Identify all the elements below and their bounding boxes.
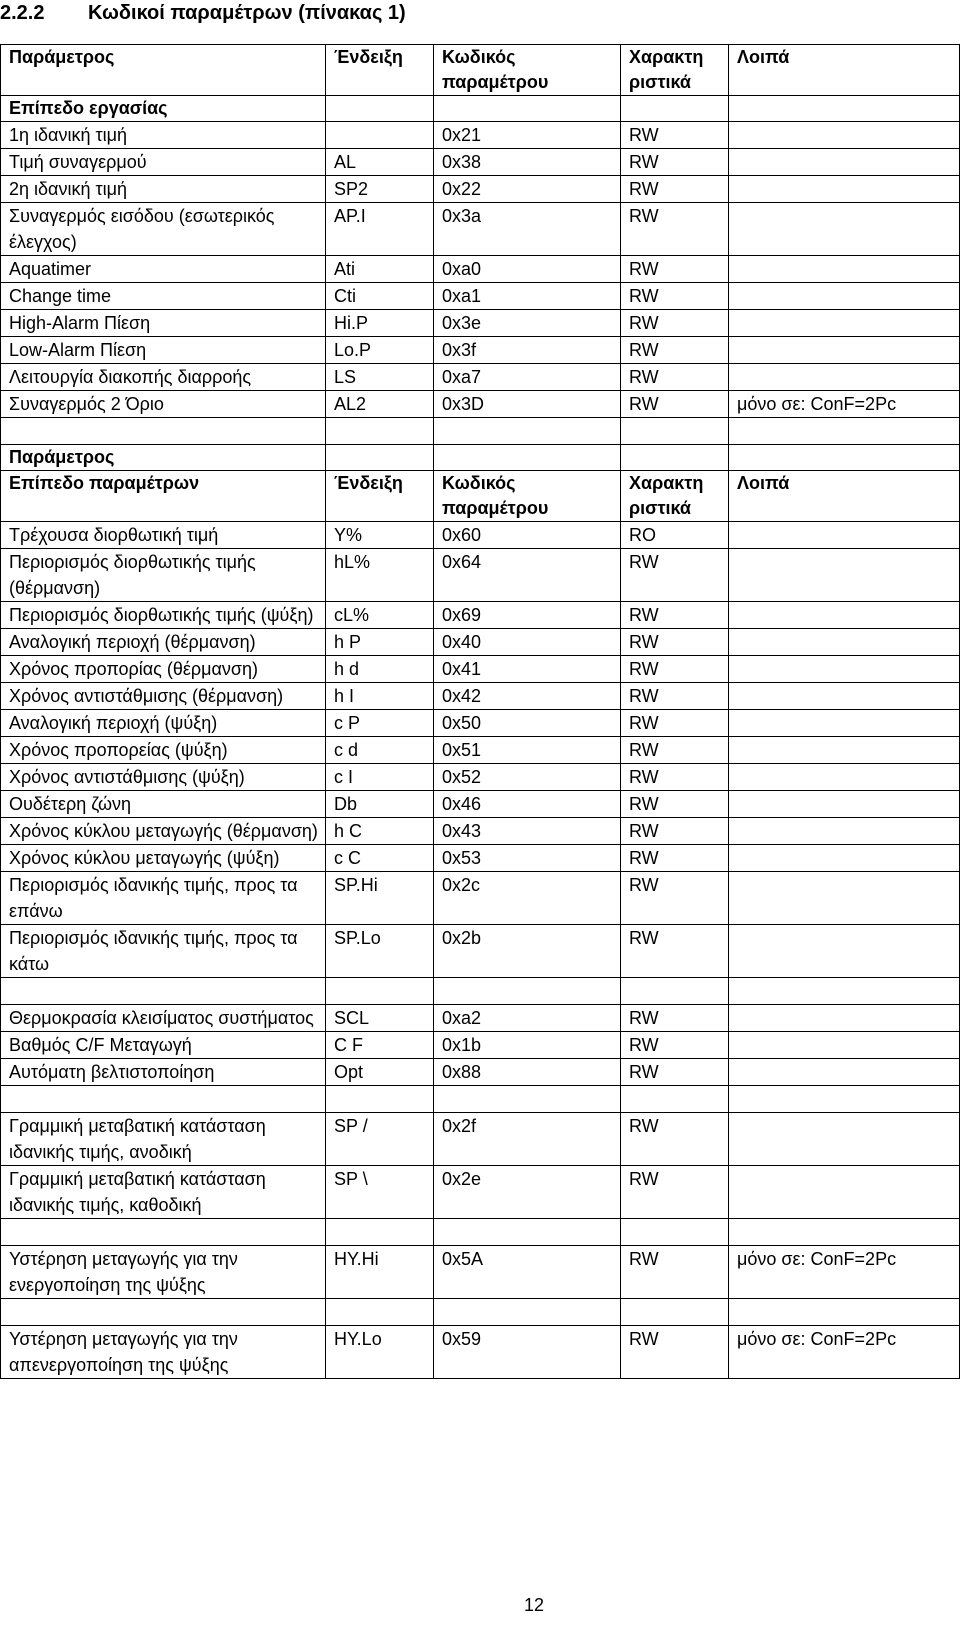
cell-parameter: Υστέρηση μεταγωγής για την ενεργοποίηση της ψύξης: [1, 1246, 326, 1299]
cell-notes: [729, 203, 960, 256]
table-row-data: [1, 925, 960, 978]
parameter-table-body: [1, 45, 960, 1379]
cell-code: 0x64: [434, 549, 621, 602]
cell-parameter: Χρόνος κύκλου μεταγωγής (θέρμανση): [1, 818, 326, 845]
cell-parameter: Χρόνος αντιστάθμισης (ψύξη): [1, 764, 326, 791]
cell-access: RW: [621, 710, 729, 737]
cell-access: RW: [621, 283, 729, 310]
cell-code: [434, 1086, 621, 1113]
cell-access: [621, 96, 729, 122]
table-row-data: [1, 203, 960, 256]
cell-access: RW: [621, 203, 729, 256]
table-row-blank: [1, 978, 960, 1005]
cell-parameter: Τρέχουσα διορθωτική τιμή: [1, 522, 326, 549]
cell-access: RW: [621, 925, 729, 978]
cell-parameter: Συναγερμός 2 Όριο: [1, 391, 326, 418]
cell-notes: [729, 310, 960, 337]
cell-code: [434, 1219, 621, 1246]
table-row-data: [1, 391, 960, 418]
table-row-data: [1, 364, 960, 391]
cell-display: h C: [326, 818, 434, 845]
cell-access: RW: [621, 872, 729, 925]
cell-code: 0x3f: [434, 337, 621, 364]
cell-notes: [729, 149, 960, 176]
cell-access: RW: [621, 391, 729, 418]
table-row-group: [1, 445, 960, 471]
cell-display: C F: [326, 1032, 434, 1059]
cell-display: Ati: [326, 256, 434, 283]
cell-notes: [729, 656, 960, 683]
cell-code: 0x1b: [434, 1032, 621, 1059]
cell-notes: [729, 364, 960, 391]
cell-parameter: High-Alarm Πίεση: [1, 310, 326, 337]
table-row-header: [1, 45, 960, 96]
cell-access: RO: [621, 522, 729, 549]
cell-notes: [729, 602, 960, 629]
cell-display: Db: [326, 791, 434, 818]
cell-access: RW: [621, 818, 729, 845]
cell-code: 0x38: [434, 149, 621, 176]
table-row-data: [1, 1113, 960, 1166]
cell-display: Y%: [326, 522, 434, 549]
table-row-data: [1, 176, 960, 203]
cell-parameter: Χρόνος προπορείας (ψύξη): [1, 737, 326, 764]
cell-code: 0x42: [434, 683, 621, 710]
cell-code: 0x22: [434, 176, 621, 203]
cell-notes: [729, 1005, 960, 1032]
cell-notes: [729, 791, 960, 818]
cell-access: RW: [621, 1326, 729, 1379]
cell-display: LS: [326, 364, 434, 391]
table-row-data: [1, 818, 960, 845]
cell-access: RW: [621, 1113, 729, 1166]
cell-display: [326, 445, 434, 471]
cell-notes: [729, 818, 960, 845]
cell-access: [621, 445, 729, 471]
cell-code: 0x5A: [434, 1246, 621, 1299]
cell-access: RW: [621, 764, 729, 791]
cell-display: AL: [326, 149, 434, 176]
cell-code: 0x41: [434, 656, 621, 683]
cell-access: [621, 1299, 729, 1326]
cell-code: 0x51: [434, 737, 621, 764]
table-row-data: [1, 1005, 960, 1032]
cell-display: c C: [326, 845, 434, 872]
cell-access: RW: [621, 337, 729, 364]
table-row-data: [1, 1166, 960, 1219]
cell-parameter: [1, 1299, 326, 1326]
cell-access: Χαρακτη ριστικά: [621, 471, 729, 522]
cell-access: RW: [621, 683, 729, 710]
cell-notes: [729, 1059, 960, 1086]
cell-code: [434, 445, 621, 471]
cell-access: RW: [621, 176, 729, 203]
cell-display: [326, 1086, 434, 1113]
table-row-data: [1, 1326, 960, 1379]
cell-access: RW: [621, 122, 729, 149]
cell-notes: [729, 764, 960, 791]
cell-display: Hi.P: [326, 310, 434, 337]
cell-parameter: Χρόνος αντιστάθμισης (θέρμανση): [1, 683, 326, 710]
table-row-data: [1, 122, 960, 149]
cell-code: 0x50: [434, 710, 621, 737]
cell-code: 0x46: [434, 791, 621, 818]
cell-code: 0x52: [434, 764, 621, 791]
table-row-data: [1, 710, 960, 737]
cell-code: [434, 1299, 621, 1326]
cell-parameter: Τιμή συναγερμού: [1, 149, 326, 176]
cell-notes: [729, 1032, 960, 1059]
cell-display: SP.Hi: [326, 872, 434, 925]
cell-parameter: [1, 1219, 326, 1246]
cell-display: SP \: [326, 1166, 434, 1219]
cell-notes: [729, 122, 960, 149]
cell-code: 0x3a: [434, 203, 621, 256]
cell-notes: [729, 737, 960, 764]
cell-access: RW: [621, 1166, 729, 1219]
cell-notes: [729, 925, 960, 978]
table-row-data: [1, 310, 960, 337]
table-row-data: [1, 656, 960, 683]
cell-display: c P: [326, 710, 434, 737]
cell-display: [326, 1219, 434, 1246]
cell-notes: [729, 978, 960, 1005]
cell-access: RW: [621, 737, 729, 764]
cell-display: h d: [326, 656, 434, 683]
table-row-data: [1, 737, 960, 764]
table-row-data: [1, 549, 960, 602]
cell-notes: [729, 872, 960, 925]
cell-notes: [729, 522, 960, 549]
cell-code: 0x2f: [434, 1113, 621, 1166]
table-row-data: [1, 764, 960, 791]
cell-notes: [729, 1166, 960, 1219]
cell-access: RW: [621, 1059, 729, 1086]
cell-parameter: Συναγερμός εισόδου (εσωτερικός έλεγχος): [1, 203, 326, 256]
cell-notes: Λοιπά: [729, 45, 960, 96]
cell-access: RW: [621, 310, 729, 337]
cell-code: [434, 978, 621, 1005]
cell-code: 0x2e: [434, 1166, 621, 1219]
cell-notes: [729, 1113, 960, 1166]
table-row-data: [1, 522, 960, 549]
cell-parameter: Αυτόματη βελτιστοποίηση: [1, 1059, 326, 1086]
cell-notes: [729, 683, 960, 710]
table-row-blank: [1, 1299, 960, 1326]
cell-access: RW: [621, 1005, 729, 1032]
cell-display: c I: [326, 764, 434, 791]
section-number: 2.2.2: [0, 2, 45, 24]
cell-parameter: Χρόνος κύκλου μεταγωγής (ψύξη): [1, 845, 326, 872]
cell-notes: [729, 1086, 960, 1113]
cell-code: [434, 418, 621, 445]
cell-display: h P: [326, 629, 434, 656]
cell-display: h I: [326, 683, 434, 710]
table-row-blank: [1, 418, 960, 445]
cell-notes: [729, 256, 960, 283]
cell-notes: [729, 1299, 960, 1326]
cell-notes: Λοιπά: [729, 471, 960, 522]
table-row-data: [1, 1246, 960, 1299]
cell-display: SP2: [326, 176, 434, 203]
cell-parameter: Περιορισμός ιδανικής τιμής, προς τα κάτω: [1, 925, 326, 978]
table-row-blank: [1, 1086, 960, 1113]
table-row-data: [1, 283, 960, 310]
cell-access: Χαρακτη ριστικά: [621, 45, 729, 96]
cell-display: cL%: [326, 602, 434, 629]
cell-notes: [729, 549, 960, 602]
cell-notes: μόνο σε: ConF=2Pc: [729, 391, 960, 418]
cell-notes: μόνο σε: ConF=2Pc: [729, 1326, 960, 1379]
cell-display: SCL: [326, 1005, 434, 1032]
cell-access: RW: [621, 149, 729, 176]
cell-access: RW: [621, 791, 729, 818]
cell-access: RW: [621, 656, 729, 683]
cell-display: Ένδειξη: [326, 471, 434, 522]
cell-parameter: Low-Alarm Πίεση: [1, 337, 326, 364]
cell-access: [621, 1219, 729, 1246]
cell-parameter: 2η ιδανική τιμή: [1, 176, 326, 203]
cell-parameter: Γραμμική μεταβατική κατάσταση ιδανικής τιμής, καθοδική: [1, 1166, 326, 1219]
cell-display: Opt: [326, 1059, 434, 1086]
cell-code: 0x53: [434, 845, 621, 872]
cell-access: RW: [621, 845, 729, 872]
table-row-header: [1, 471, 960, 522]
cell-access: [621, 978, 729, 1005]
cell-code: 0xa2: [434, 1005, 621, 1032]
cell-parameter: [1, 978, 326, 1005]
parameter-codes-table: [0, 44, 960, 1379]
cell-parameter: Change time: [1, 283, 326, 310]
cell-parameter: Περιορισμός ιδανικής τιμής, προς τα επάνω: [1, 872, 326, 925]
cell-display: SP /: [326, 1113, 434, 1166]
cell-access: RW: [621, 256, 729, 283]
cell-parameter: Αναλογική περιοχή (θέρμανση): [1, 629, 326, 656]
cell-notes: [729, 337, 960, 364]
cell-access: RW: [621, 602, 729, 629]
cell-code: Κωδικός παραμέτρου: [434, 45, 621, 96]
cell-code: 0x60: [434, 522, 621, 549]
cell-notes: [729, 1219, 960, 1246]
table-row-data: [1, 256, 960, 283]
cell-display: SP.Lo: [326, 925, 434, 978]
cell-parameter: 1η ιδανική τιμή: [1, 122, 326, 149]
cell-parameter: Γραμμική μεταβατική κατάσταση ιδανικής τιμής, ανοδική: [1, 1113, 326, 1166]
cell-access: RW: [621, 1032, 729, 1059]
cell-display: [326, 96, 434, 122]
cell-parameter: Λειτουργία διακοπής διαρροής: [1, 364, 326, 391]
cell-code: 0x88: [434, 1059, 621, 1086]
cell-parameter: [1, 1086, 326, 1113]
cell-parameter: Επίπεδο εργασίας: [1, 96, 326, 122]
cell-display: Lo.P: [326, 337, 434, 364]
cell-notes: μόνο σε: ConF=2Pc: [729, 1246, 960, 1299]
table-row-data: [1, 629, 960, 656]
cell-notes: [729, 845, 960, 872]
cell-parameter: Aquatimer: [1, 256, 326, 283]
cell-access: RW: [621, 629, 729, 656]
cell-display: [326, 418, 434, 445]
cell-display: AP.I: [326, 203, 434, 256]
cell-parameter: Ουδέτερη ζώνη: [1, 791, 326, 818]
cell-parameter: Περιορισμός διορθωτικής τιμής (ψύξη): [1, 602, 326, 629]
page-number: 12: [524, 1595, 545, 1615]
cell-notes: [729, 629, 960, 656]
table-row-data: [1, 602, 960, 629]
cell-display: [326, 978, 434, 1005]
cell-code: Κωδικός παραμέτρου: [434, 471, 621, 522]
cell-access: [621, 1086, 729, 1113]
cell-parameter: Βαθμός C/F Μεταγωγή: [1, 1032, 326, 1059]
cell-code: 0x21: [434, 122, 621, 149]
cell-display: AL2: [326, 391, 434, 418]
cell-code: 0x59: [434, 1326, 621, 1379]
section-heading: [0, 2, 406, 25]
cell-access: RW: [621, 364, 729, 391]
cell-display: hL%: [326, 549, 434, 602]
cell-access: [621, 418, 729, 445]
section-title: Κωδικοί παραμέτρων (πίνακας 1): [88, 2, 406, 24]
cell-code: 0x69: [434, 602, 621, 629]
cell-parameter: Θερμοκρασία κλεισίματος συστήματος: [1, 1005, 326, 1032]
table-row-blank: [1, 1219, 960, 1246]
table-row-data: [1, 1032, 960, 1059]
cell-code: 0xa0: [434, 256, 621, 283]
cell-code: 0xa1: [434, 283, 621, 310]
table-row-group: [1, 96, 960, 122]
table-row-data: [1, 1059, 960, 1086]
cell-code: 0xa7: [434, 364, 621, 391]
cell-parameter: Παράμετρος: [1, 45, 326, 96]
cell-display: [326, 122, 434, 149]
cell-display: [326, 1299, 434, 1326]
cell-display: HY.Hi: [326, 1246, 434, 1299]
table-row-data: [1, 683, 960, 710]
cell-code: [434, 96, 621, 122]
cell-code: 0x2c: [434, 872, 621, 925]
cell-notes: [729, 710, 960, 737]
cell-display: c d: [326, 737, 434, 764]
cell-access: RW: [621, 549, 729, 602]
cell-code: 0x3D: [434, 391, 621, 418]
cell-parameter: Περιορισμός διορθωτικής τιμής (θέρμανση): [1, 549, 326, 602]
cell-notes: [729, 283, 960, 310]
cell-display: HY.Lo: [326, 1326, 434, 1379]
cell-code: 0x40: [434, 629, 621, 656]
cell-code: 0x43: [434, 818, 621, 845]
cell-notes: [729, 96, 960, 122]
cell-notes: [729, 445, 960, 471]
table-row-data: [1, 791, 960, 818]
cell-notes: [729, 418, 960, 445]
cell-access: RW: [621, 1246, 729, 1299]
cell-parameter: Παράμετρος: [1, 445, 326, 471]
cell-parameter: Αναλογική περιοχή (ψύξη): [1, 710, 326, 737]
table-row-data: [1, 337, 960, 364]
cell-display: Ένδειξη: [326, 45, 434, 96]
cell-parameter: Υστέρηση μεταγωγής για την απενεργοποίηση της ψύξης: [1, 1326, 326, 1379]
cell-display: Cti: [326, 283, 434, 310]
cell-parameter: Επίπεδο παραμέτρων: [1, 471, 326, 522]
cell-code: 0x3e: [434, 310, 621, 337]
table-row-data: [1, 872, 960, 925]
table-row-data: [1, 845, 960, 872]
table-row-data: [1, 149, 960, 176]
cell-notes: [729, 176, 960, 203]
cell-code: 0x2b: [434, 925, 621, 978]
cell-parameter: [1, 418, 326, 445]
cell-parameter: Χρόνος προπορίας (θέρμανση): [1, 656, 326, 683]
